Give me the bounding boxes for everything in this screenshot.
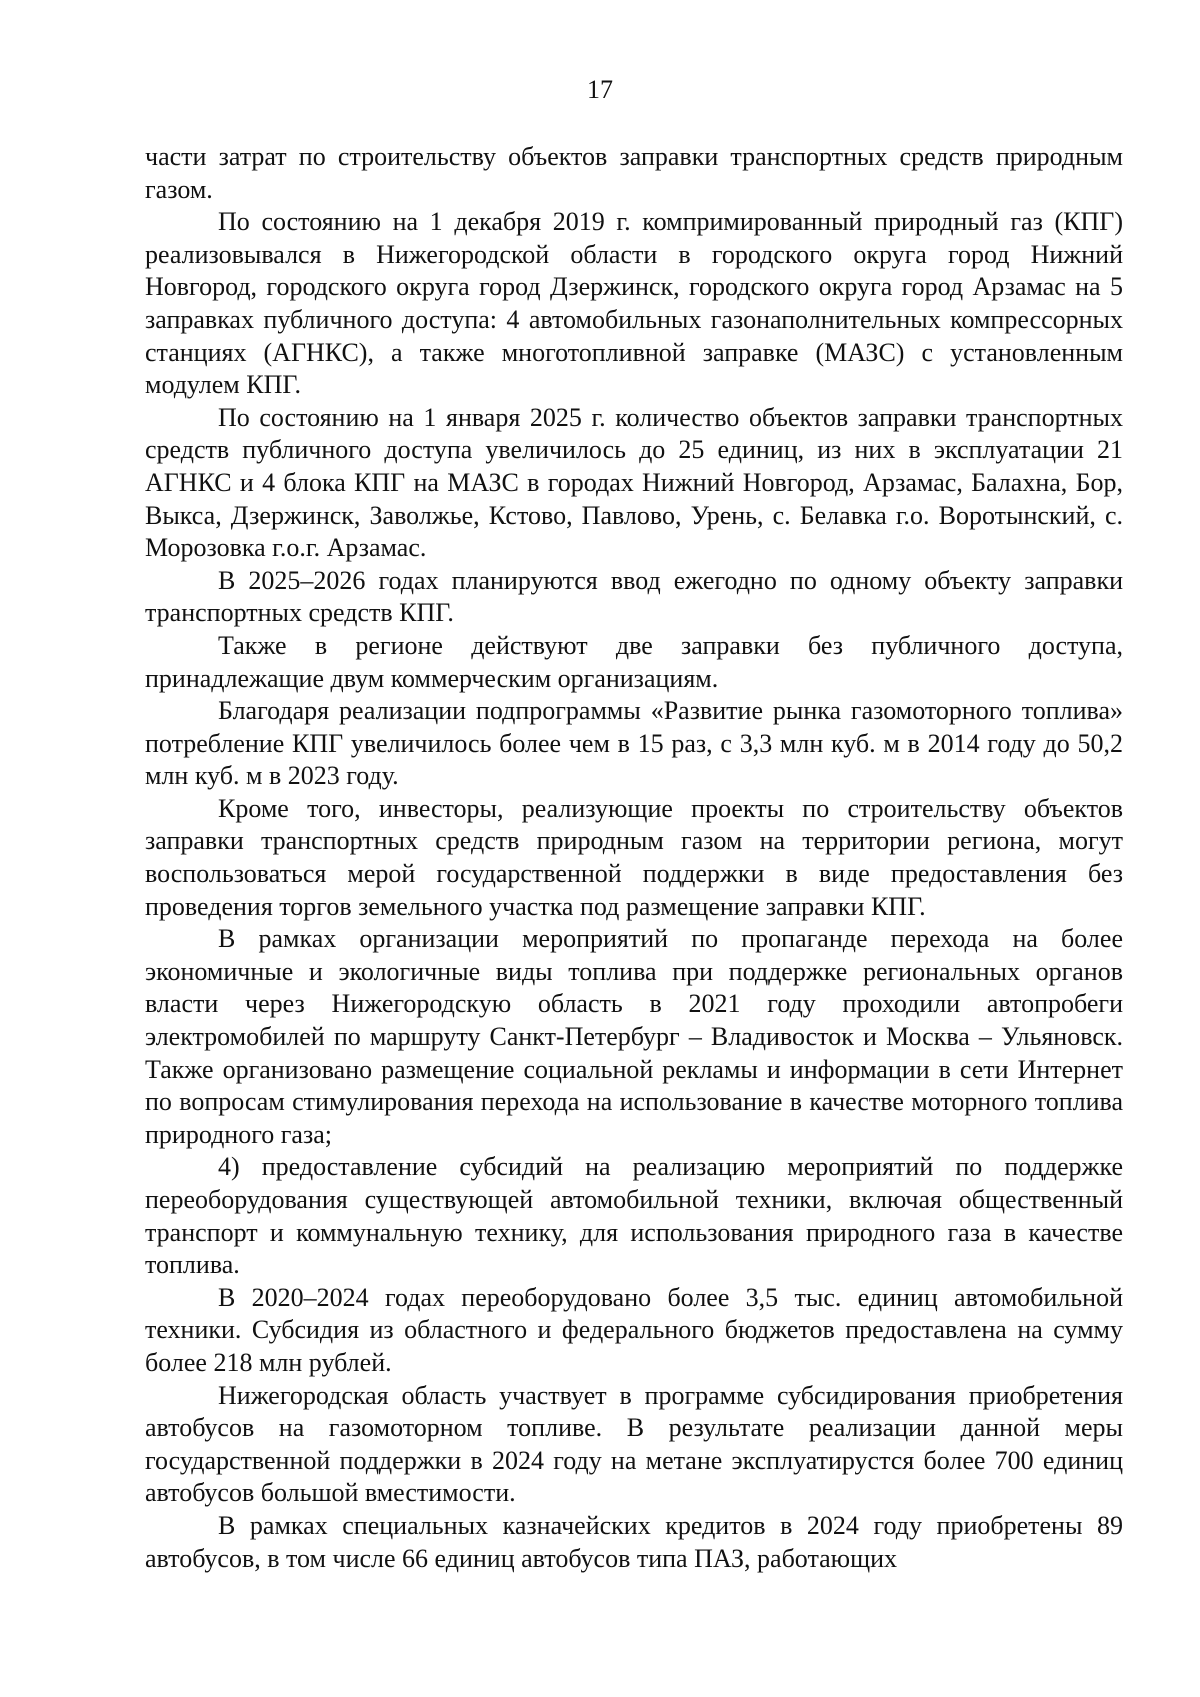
paragraph-bus-program: Нижегородская область участвует в программе субсидирования приобретения автобусов на газомоторном топливе. В результате реализации данной меры государственной поддержки в 2024 году на метане эксплуатирустся более 700 единиц автобусов большой вместимости. bbox=[145, 1380, 1123, 1508]
paragraph-investor-support: Кроме того, инвесторы, реализующие проекты по строительству объектов заправки транспортных средств природным газом на территории региона, могут воспользоваться мерой государственной поддержки в виде предоставления без проведения торгов земельного участка под размещение заправки КПГ. bbox=[145, 793, 1123, 921]
paragraph-subsidies: 4) предоставление субсидий на реализацию мероприятий по поддержке переоборудования существующей автомобильной техники, включая общественный транспорт и коммунальную технику, для использования природного газа в качестве топлива. bbox=[145, 1152, 1123, 1280]
document-body bbox=[145, 141, 1123, 1575]
paragraph-cng-2019: По состоянию на 1 декабря 2019 г. компримированный природный газ (КПГ) реализовывался в Нижегородской области в городского округа город Нижний Новгород, городского округа город Дзержинск, городского округа город Арзамас на 5 заправках публичного доступа: 4 автомобильных газонаполнительных компрессорных станциях (АГНКС), а также многотопливной заправке (МАЗС) с установленным модулем КПГ. bbox=[145, 207, 1123, 400]
paragraph-plans-2025-2026: В 2025–2026 годах планируются ввод ежегодно по одному объекту заправки транспортных средств КПГ. bbox=[145, 565, 1123, 628]
paragraph-promotion: В рамках организации мероприятий по пропаганде перехода на более экономичные и экологичные виды топлива при поддержке региональных органов власти через Нижегородскую область в 2021 году проходили автопробеги электромобилей по маршруту Санкт-Петербург – Владивосток и Москва – Ульяновск. Также организовано размещение социальной рекламы и информации в сети Интернет по вопросам стимулирования перехода на использование в качестве моторного топлива природного газа; bbox=[145, 924, 1123, 1149]
paragraph-treasury-credits: В рамках специальных казначейских кредитов в 2024 году приобретены 89 автобусов, в том числе 66 единиц автобусов типа ПАЗ, работающих bbox=[145, 1510, 1123, 1573]
paragraph-conversion-2020-2024: В 2020–2024 годах переоборудовано более 3,5 тыс. единиц автомобильной техники. Субсидия из областного и федерального бюджетов предоставлена на сумму более 218 млн рублей. bbox=[145, 1282, 1123, 1377]
paragraph-cng-2025: По состоянию на 1 января 2025 г. количество объектов заправки транспортных средств публичного доступа увеличилось до 25 единиц, из них в эксплуатации 21 АГНКС и 4 блока КПГ на МАЗС в городах Нижний Новгород, Арзамас, Балахна, Бор, Выкса, Дзержинск, Заволжье, Кстово, Павлово, Урень, с. Белавка г.о. Воротынский, с. Морозовка г.о.г. Арзамас. bbox=[145, 402, 1123, 563]
page-number: 17 bbox=[587, 75, 613, 104]
paragraph-consumption-growth: Благодаря реализации подпрограммы «Развитие рынка газомоторного топлива» потребление КПГ увеличилось более чем в 15 раз, с 3,3 млн куб. м в 2014 году до 50,2 млн куб. м в 2023 году. bbox=[145, 696, 1123, 791]
paragraph-private-stations: Также в регионе действуют две заправки без публичного доступа, принадлежащие двум коммерческим организациям. bbox=[145, 630, 1123, 693]
paragraph-continuation: части затрат по строительству объектов заправки транспортных средств природным газом. bbox=[145, 142, 1123, 204]
